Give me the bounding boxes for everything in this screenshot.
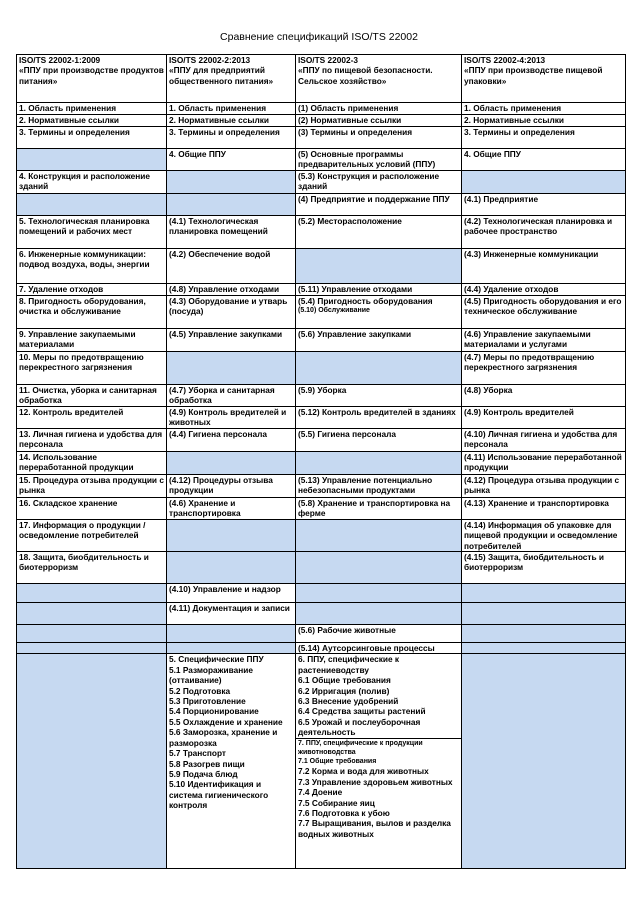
cell-line: 5.4 Порционирование <box>169 706 259 717</box>
empty-cell <box>17 193 167 215</box>
table-cell: (4.7) Меры по предотвращению перекрестного загрязнения <box>462 351 626 384</box>
table-row <box>17 127 626 149</box>
empty-cell <box>296 603 462 625</box>
table-cell: (4.7) Уборка и санитарная обработка <box>167 384 296 406</box>
table-cell: (4.1) Предприятие <box>462 193 626 215</box>
table-row <box>17 170 626 193</box>
table-cell: 5. Технологическая планировка помещений и рабочих мест <box>17 215 167 248</box>
table-cell: (5.3) Конструкция и расположение зданий <box>296 170 462 193</box>
header-cell: ISO/TS 22002-2:2013 «ППУ для предприятий общественного питания» <box>167 55 296 103</box>
table-cell: (4.8) Управление отходами <box>167 283 296 295</box>
table-row <box>17 474 626 497</box>
table-row <box>17 103 626 115</box>
table-cell: (4.6) Управление закупаемыми материалами и услугами <box>462 328 626 351</box>
empty-cell <box>296 451 462 474</box>
table-cell: (4.11) Использование переработанной продукции <box>462 451 626 474</box>
cell-line: 6.5 Урожай и послеуборочная деятельность <box>298 716 421 738</box>
table-cell: 1. Область применения <box>462 103 626 115</box>
table-cell: 7. Удаление отходов <box>17 283 167 295</box>
table-cell: (4.3) Инженерные коммуникации <box>462 248 626 283</box>
table-row <box>17 115 626 127</box>
cell-line: 6.1 Общие требования <box>298 675 391 686</box>
empty-cell <box>462 625 626 643</box>
cell-line: (5.4) Пригодность оборудования <box>298 295 433 306</box>
table-cell: (4.14) Информация об упаковке для пищевой продукции и осведомление потребителей <box>462 519 626 551</box>
cell-heading: 7. ППУ, специфические к продукции животноводства <box>298 739 423 756</box>
table-cell: 13. Личная гигиена и удобства для персонала <box>17 428 167 451</box>
table-row <box>17 295 626 328</box>
cell-line: 7.1 Общие требования <box>298 758 377 766</box>
empty-cell <box>296 552 462 584</box>
table-cell: (5.13) Управление потенциально небезопасными продуктами <box>296 474 462 497</box>
empty-cell <box>462 643 626 654</box>
specific-prp-cell <box>167 654 296 868</box>
table-cell: (1) Область применения <box>296 103 462 115</box>
empty-cell <box>17 584 167 603</box>
table-cell: 4. Конструкция и расположение зданий <box>17 170 167 193</box>
table-row <box>17 584 626 603</box>
cell-line: 5.10 Идентификация и система гигиенического контроля <box>169 779 269 811</box>
table-row <box>17 328 626 351</box>
cell-line: 6.2 Ирригация (полив) <box>298 685 390 696</box>
table-cell: 2. Нормативные ссылки <box>17 115 167 127</box>
table-row <box>17 193 626 215</box>
table-cell: 12. Контроль вредителей <box>17 406 167 428</box>
header-cell: ISO/TS 22002-3 «ППУ по пищевой безопасности. Сельское хозяйство» <box>296 55 462 103</box>
cell-line: 5.6 Заморозка, хранение и разморозка <box>169 727 278 748</box>
empty-cell <box>462 603 626 625</box>
table-cell: 1. Область применения <box>167 103 296 115</box>
table-cell: (4.8) Уборка <box>462 384 626 406</box>
cell-line: 7.5 Собирание яиц <box>298 797 375 808</box>
empty-cell <box>167 625 296 643</box>
crop-prp-cell <box>296 654 462 738</box>
table-row <box>17 451 626 474</box>
empty-cell <box>167 519 296 551</box>
empty-cell <box>167 170 296 193</box>
table-cell: (5.9) Уборка <box>296 384 462 406</box>
empty-cell <box>462 654 626 868</box>
table-cell: 9. Управление закупаемыми материалами <box>17 328 167 351</box>
table-cell: (5.5) Гигиена персонала <box>296 428 462 451</box>
cell-line: 7.4 Доение <box>298 787 343 798</box>
cell-line: 7.6 Подготовка к убою <box>298 807 390 818</box>
table-cell: (5) Основные программы предварительных условий (ППУ) <box>296 149 462 171</box>
table-cell: (5.6) Рабочие животные <box>296 625 462 643</box>
table-row <box>17 497 626 519</box>
table-row <box>17 384 626 406</box>
empty-cell <box>167 643 296 654</box>
table-row <box>17 248 626 283</box>
table-cell: 2. Нормативные ссылки <box>462 115 626 127</box>
table-cell: (4.13) Хранение и транспортировка <box>462 497 626 519</box>
table-cell: 14. Использование переработанной продукции <box>17 451 167 474</box>
table-cell: 11. Очистка, уборка и санитарная обработка <box>17 384 167 406</box>
table-cell: 10. Меры по предотвращению перекрестного загрязнения <box>17 351 167 384</box>
cell-line: 5.2 Подготовка <box>169 685 231 696</box>
table-row <box>17 283 626 295</box>
cell-line: 5.3 Приготовление <box>169 696 246 707</box>
table-cell: (4.3) Оборудование и утварь (посуда) <box>167 295 296 328</box>
empty-cell <box>167 351 296 384</box>
table-cell: (2) Нормативные ссылки <box>296 115 462 127</box>
cell-heading: 5. Специфические ППУ <box>169 654 264 665</box>
table-row <box>17 625 626 643</box>
table-cell: 4. Общие ППУ <box>462 149 626 171</box>
table-cell: (5.2) Месторасположение <box>296 215 462 248</box>
empty-cell <box>296 248 462 283</box>
empty-cell <box>167 193 296 215</box>
empty-cell <box>17 625 167 643</box>
cell-line: 6.3 Внесение удобрений <box>298 696 399 707</box>
empty-cell <box>296 351 462 384</box>
table-cell: 2. Нормативные ссылки <box>167 115 296 127</box>
table-header-row <box>17 55 626 103</box>
table-row <box>17 552 626 584</box>
table-row <box>17 519 626 551</box>
table-cell: (4.11) Документация и записи <box>167 603 296 625</box>
table-cell: (5.8) Хранение и транспортировка на ферме <box>296 497 462 519</box>
table-cell: 3. Термины и определения <box>167 127 296 149</box>
table-cell: (4.9) Контроль вредителей <box>462 406 626 428</box>
cell-line: 5.7 Транспорт <box>169 748 227 759</box>
cell-line: 7.3 Управление здоровьем животных <box>298 776 453 787</box>
empty-cell <box>167 451 296 474</box>
table-cell: (4.10) Управление и надзор <box>167 584 296 603</box>
cell-line: 5.1 Размораживание (оттаивание) <box>169 664 253 686</box>
table-cell: 15. Процедура отзыва продукции с рынка <box>17 474 167 497</box>
page-title: Сравнение спецификаций ISO/TS 22002 <box>220 31 418 43</box>
table-cell: 3. Термины и определения <box>462 127 626 149</box>
cell-line: 7.7 Выращивания, вылов и разделка водных животных <box>298 818 451 839</box>
header-cell: ISO/TS 22002-1:2009 «ППУ при производстве продуктов питания» <box>17 55 167 103</box>
table-cell: 17. Информация о продукции / осведомление потребителей <box>17 519 167 551</box>
table-cell: 3. Термины и определения <box>17 127 167 149</box>
header-cell: ISO/TS 22002-4:2013 «ППУ при производстве пищевой упаковки» <box>462 55 626 103</box>
table-cell: 8. Пригодность оборудования, очистка и обслуживание <box>17 295 167 328</box>
table-cell: (4.5) Управление закупками <box>167 328 296 351</box>
table-cell: (4) Предприятие и поддержание ППУ <box>296 193 462 215</box>
table-row <box>17 406 626 428</box>
table-cell: (5.12) Контроль вредителей в зданиях <box>296 406 462 428</box>
empty-cell <box>296 584 462 603</box>
cell-heading: 6. ППУ, специфические к растениеводству <box>298 654 400 675</box>
table-cell: (4.9) Контроль вредителей и животных <box>167 406 296 428</box>
table-cell: 18. Защита, биобдительность и биотерроризм <box>17 552 167 584</box>
empty-cell <box>167 552 296 584</box>
cell-line: 5.5 Охлаждение и хранение <box>169 716 283 727</box>
table-cell: (4.6) Хранение и транспортировка <box>167 497 296 519</box>
table-cell: (4.2) Обеспечение водой <box>167 248 296 283</box>
table-cell: (4.1) Технологическая планировка помещений <box>167 215 296 248</box>
table-cell: (5.14) Аутсорсинговые процессы <box>296 643 462 654</box>
table-row <box>17 428 626 451</box>
table-cell: 4. Общие ППУ <box>167 149 296 171</box>
comparison-table <box>16 54 626 869</box>
empty-cell <box>296 519 462 551</box>
table-cell: (4.12) Процедуры отзыва продукции <box>167 474 296 497</box>
empty-cell <box>462 170 626 193</box>
empty-cell <box>17 603 167 625</box>
cell-line: (5.10) Обслуживание <box>298 307 370 315</box>
table-cell: (3) Термины и определения <box>296 127 462 149</box>
livestock-prp-cell <box>296 738 462 868</box>
table-cell: 1. Область применения <box>17 103 167 115</box>
empty-cell <box>462 584 626 603</box>
table-cell: (4.4) Гигиена персонала <box>167 428 296 451</box>
table-cell <box>296 295 462 328</box>
table-row <box>17 643 626 654</box>
table-cell: (4.5) Пригодность оборудования и его техническое обслуживание <box>462 295 626 328</box>
table-cell: 16. Складское хранение <box>17 497 167 519</box>
empty-cell <box>17 149 167 171</box>
table-row <box>17 215 626 248</box>
cell-line: 6.4 Средства защиты растений <box>298 706 426 717</box>
table-row <box>17 654 626 738</box>
table-cell: (4.2) Технологическая планировка и рабочее пространство <box>462 215 626 248</box>
cell-line: 5.8 Разогрев пищи <box>169 758 245 769</box>
table-cell: (4.12) Процедура отзыва продукции с рынка <box>462 474 626 497</box>
table-cell: (5.6) Управление закупками <box>296 328 462 351</box>
empty-cell <box>17 654 167 868</box>
cell-line: 5.9 Подача блюд <box>169 768 238 779</box>
table-cell: (4.10) Личная гигиена и удобства для персонала <box>462 428 626 451</box>
table-row <box>17 603 626 625</box>
table-row <box>17 149 626 171</box>
table-cell: (5.11) Управление отходами <box>296 283 462 295</box>
table-cell: 6. Инженерные коммуникации: подвод воздуха, воды, энергии <box>17 248 167 283</box>
table-cell: (4.15) Защита, биобдительность и биотерроризм <box>462 552 626 584</box>
empty-cell <box>17 643 167 654</box>
table-row <box>17 351 626 384</box>
cell-line: 7.2 Корма и вода для животных <box>298 766 429 777</box>
table-cell: (4.4) Удаление отходов <box>462 283 626 295</box>
